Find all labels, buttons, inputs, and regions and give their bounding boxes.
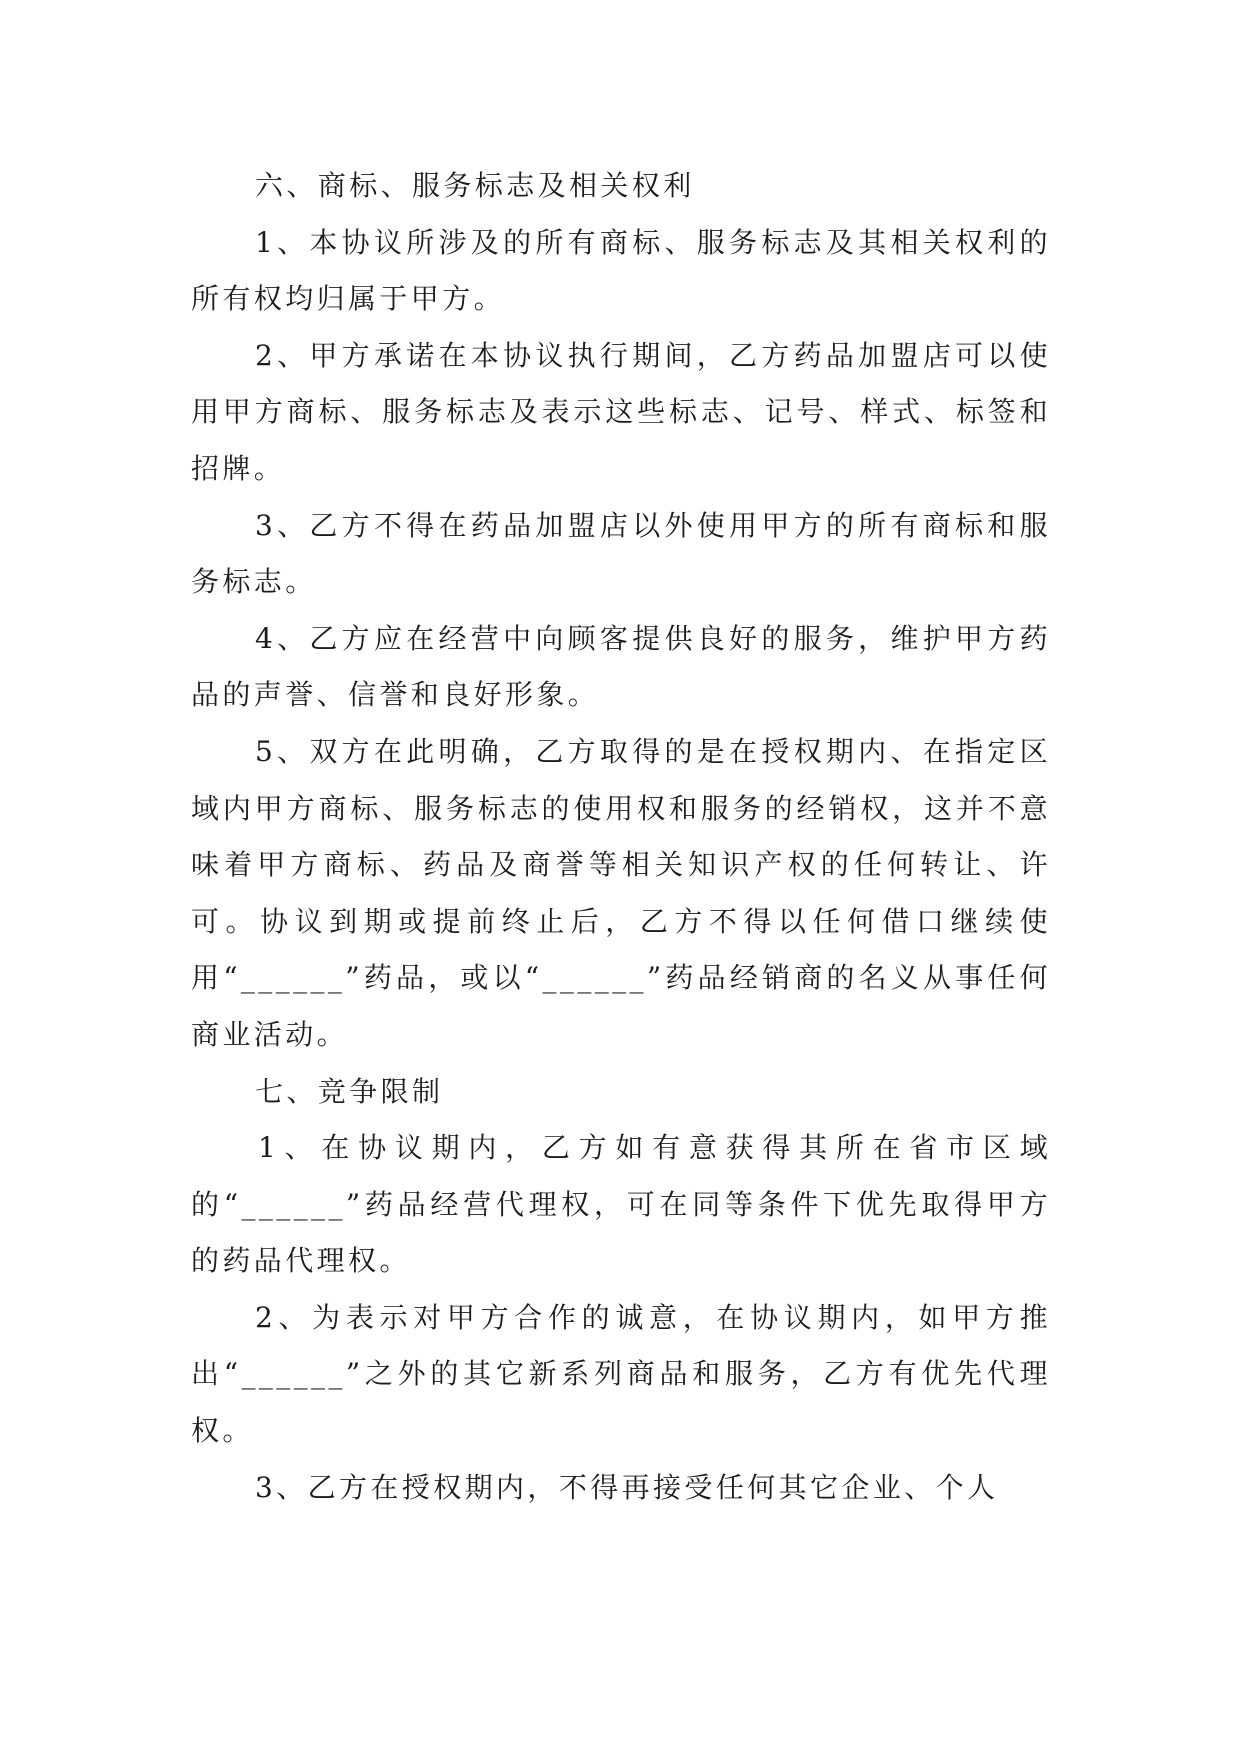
clause-6-1: 1、本协议所涉及的所有商标、服务标志及其相关权利的所有权均归属于甲方。 [191, 225, 1051, 316]
clause-7-1: 1、在协议期内，乙方如有意获得其所在省市区域的“______”药品经营代理权，可在同等条件下优先取得甲方的药品代理权。 [191, 1131, 1051, 1278]
clause-7-3: 3、乙方在授权期内，不得再接受任何其它企业、个人 [255, 1470, 999, 1504]
section-heading-6: 六、商标、服务标志及相关权利 [255, 169, 695, 202]
clause-6-4: 4、乙方应在经营中向顾客提供良好的服务，维护甲方药品的声誉、信誉和良好形象。 [191, 621, 1051, 712]
clause-6-2: 2、甲方承诺在本协议执行期间，乙方药品加盟店可以使用甲方商标、服务标志及表示这些标志、记号、样式、标签和招牌。 [191, 338, 1051, 485]
section-heading-7: 七、竞争限制 [255, 1074, 444, 1108]
clause-7-2: 2、为表示对甲方合作的诚意，在协议期内，如甲方推出“______”之外的其它新系列商品和服务，乙方有优先代理权。 [191, 1300, 1051, 1448]
clause-6-5: 5、双方在此明确，乙方取得的是在授权期内、在指定区域内甲方商标、服务标志的使用权和服务的经销权，这并不意味着甲方商标、药品及商誉等相关知识产权的任何转让、许可。协议到期或提前终止后，乙方不得以任何借口继续使用“______”药品，或以“______”药品经销商的名义从事任何商业活动。 [191, 734, 1051, 1051]
clause-6-3: 3、乙方不得在药品加盟店以外使用甲方的所有商标和服务标志。 [191, 508, 1051, 599]
document-body [191, 158, 1051, 1516]
